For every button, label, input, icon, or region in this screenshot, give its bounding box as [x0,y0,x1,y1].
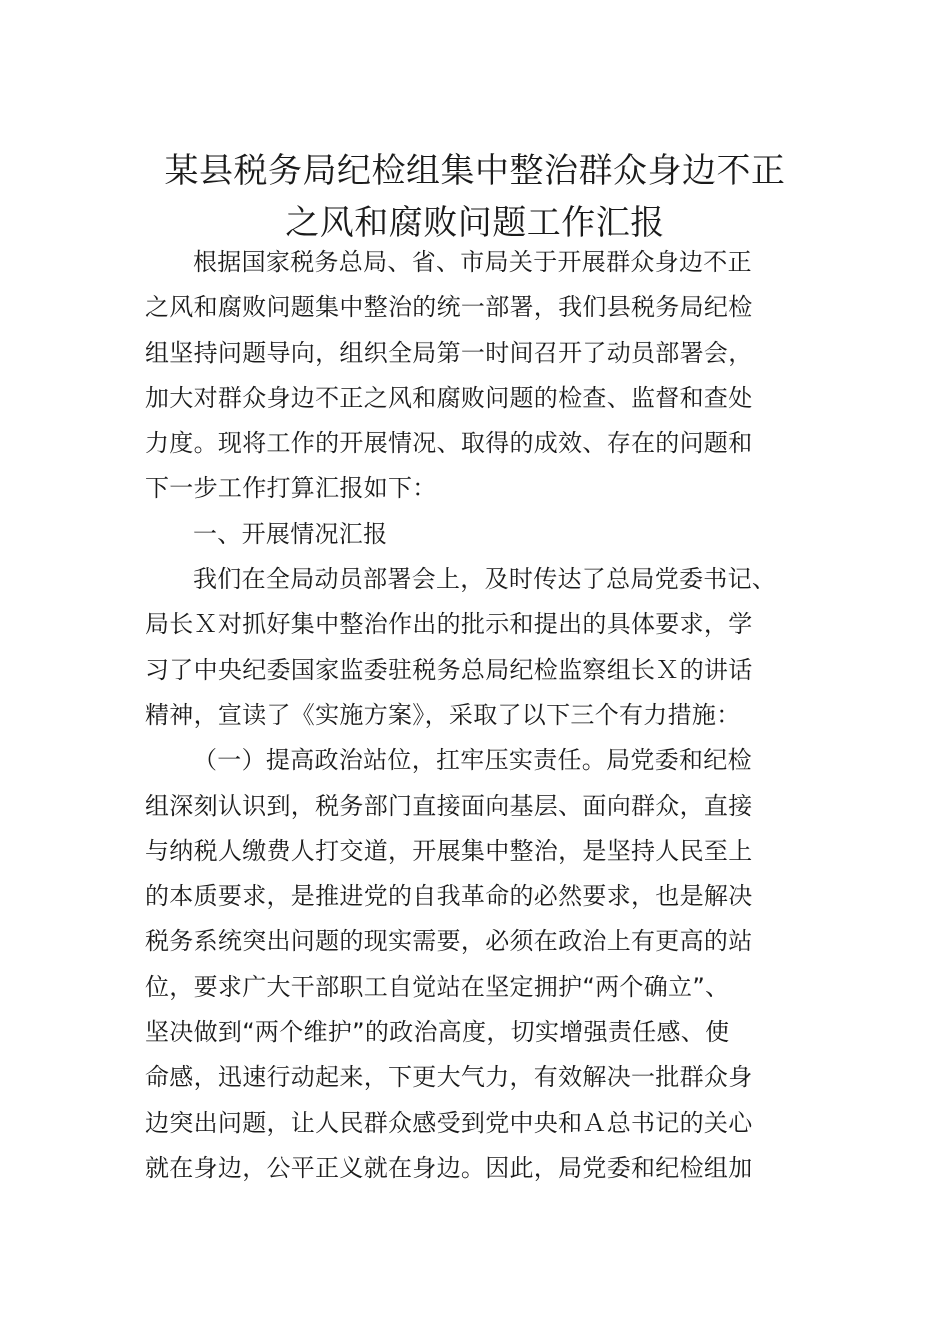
paragraph-intro-line: 下一步工作打算汇报如下： [145,474,437,503]
title-line-1: 某县税务局纪检组集中整治群众身边不正 [164,150,786,191]
title-line-2: 之风和腐败问题工作汇报 [285,202,665,243]
paragraph-measure-1-line: 坚决做到“两个维护”的政治高度，切实增强责任感、使 [145,1018,730,1047]
paragraph-measure-1-line: 的本质要求，是推进党的自我革命的必然要求，也是解决 [145,882,753,911]
paragraph-intro-line: 加大对群众身边不正之风和腐败问题的检查、监督和查处 [145,383,753,412]
paragraph-intro-line: 根据国家税务总局、省、市局关于开展群众身边不正 [193,248,752,276]
paragraph-meeting-line: 我们在全局动员部署会上，及时传达了总局党委书记、 [193,565,777,594]
document-title [120,145,830,249]
paragraph-measure-1-line: 税务系统突出问题的现实需要，必须在政治上有更高的站 [145,927,753,956]
paragraph-intro-line: 组坚持问题导向，组织全局第一时间召开了动员部署会， [145,338,753,367]
paragraph-measure-1-line: 与纳税人缴费人打交道，开展集中整治，是坚持人民至上 [145,836,753,865]
paragraph-intro-line: 之风和腐败问题集中整治的统一部署，我们县税务局纪检 [145,293,753,322]
paragraph-measure-1-line: 组深刻认识到，税务部门直接面向基层、面向群众，直接 [145,791,753,820]
paragraph-meeting-line: 局长Ｘ对抓好集中整治作出的批示和提出的具体要求，学 [145,610,753,639]
paragraph-intro-line: 力度。现将工作的开展情况、取得的成效、存在的问题和 [145,429,753,458]
document-body [145,240,805,1191]
section-heading: 一、开展情况汇报 [193,519,388,548]
paragraph-meeting-line: 精神，宣读了《实施方案》，采取了以下三个有力措施： [145,700,741,729]
paragraph-measure-1-line: 边突出问题，让人民群众感受到党中央和Ａ总书记的关心 [145,1108,753,1137]
paragraph-measure-1-line: （一）提高政治站位，扛牢压实责任。局党委和纪检 [193,746,752,775]
paragraph-measure-1-line: 命感，迅速行动起来，下更大气力，有效解决一批群众身 [145,1063,753,1092]
paragraph-measure-1-line: 位，要求广大干部职工自觉站在坚定拥护“两个确立”、 [145,972,730,1001]
paragraph-measure-1-line: 就在身边，公平正义就在身边。因此，局党委和纪检组加 [145,1153,753,1182]
paragraph-meeting-line: 习了中央纪委国家监委驻税务总局纪检监察组长Ｘ的讲话 [145,655,753,684]
